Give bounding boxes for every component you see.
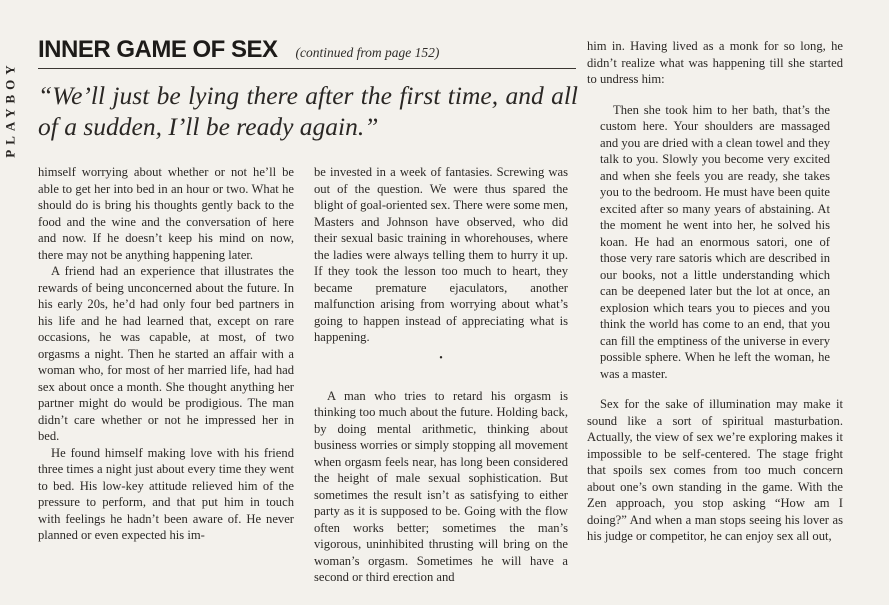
paragraph: himself worrying about whether or not he’ll be able to get her into bed in an hour or two. What he should do is bring his thoughts gently back to the food and the wine and the conversation of here and now. If he doesn’t keep his mind on now, there may not be anything happening later. <box>38 165 294 262</box>
continued-note: (continued from page 152) <box>295 45 440 60</box>
paragraph: be invested in a week of fantasies. Screwing was out of the question. We were thus spared the blight of goal-oriented sex. There were some men, Masters and Johnson have observed, who did their sexual basic training in whorehouses, where the ladies were always telling them to hurry it up. If they took the lesson too much to heart, they became premature ejaculators, another malfunction arising from worrying about what’s going to happen instead of appreciating what is happening. <box>314 165 568 344</box>
text-column-2 <box>314 164 568 605</box>
article-header <box>38 36 578 66</box>
article-title: INNER GAME OF SEX <box>38 36 278 63</box>
paragraph: A man who tries to retard his orgasm is thinking too much about the future. Holding back, by doing mental arithmetic, thinking about business worries or simply stopping all movement when orgasm feels near, has long been considered the height of male sexual sophistication. But sometimes the result isn’t as satisfying to either party as it is supposed to be. Going with the flow often works better; sometimes the man’s vigorous, uninhibited thrusting will bring on the woman’s orgasm. Sometimes he will have a second or third erection and <box>314 388 568 584</box>
header-rule <box>38 68 576 69</box>
block-quote: Then she took him to her bath, that’s the custom here. Your shoulders are massaged and you are dried with a clean towel and they talk to you. Slowly you become very excited and when she feels you are ready, she takes you to the bedroom. He must have been quite excited after so many years of abstaining. At the moment he went into her, he solved his koan. He had an enormous satori, one of those very rare satoris which are described in our books, not a little understanding which can be deepened later but the lot at once, an explosion which tears you to pieces and you think the world has come to an end, that you can fill the emptiness of the universe in every possible sphere. When he left the woman, he was a master. <box>600 102 830 381</box>
magazine-name-vertical <box>0 34 22 184</box>
section-break-bullet: • <box>439 352 443 364</box>
text-column-1 <box>38 164 294 605</box>
paragraph: Sex for the sake of illumination may make it sound like a sort of spiritual masturbation. Actually, the view of sex we’re exploring makes it impossible to be self-centered. The stage fright that spoils sex comes from too much concern about one’s own standing in the game. With the Zen approach, you stop asking “How am I doing?” And when a man stops seeing his lover as his judge or competitor, he can enjoy sex all out, <box>587 397 843 543</box>
paragraph: He found himself making love with his friend three times a night just about every time they went to bed. His low-key attitude relieved him of the pressure to perform, and that put him in touch with feelings he hadn’t been aware of. He never planned or even expected his im- <box>38 445 294 542</box>
text-column-3 <box>587 38 843 605</box>
pull-quote: “We’ll just be lying there after the first time, and all of a sudden, I’ll be ready again.” <box>38 81 578 141</box>
paragraph: A friend had an experience that illustrates the rewards of being unconcerned about the future. In his early 20s, he’d had only four bed partners in his life and he had learned that, except on rare occasions, he was capable, at most, of two orgasms a night. Then he started an affair with a woman who, for most of her married life, had had sex about once a month. She thought anything her partner might do would be prodigious. The man didn’t care whether or not he impressed her in bed. <box>38 264 294 443</box>
magazine-name: PLAYBOY <box>3 60 18 158</box>
paragraph: him in. Having lived as a monk for so long, he didn’t realize what was happening till she started to undress him: <box>587 39 843 86</box>
